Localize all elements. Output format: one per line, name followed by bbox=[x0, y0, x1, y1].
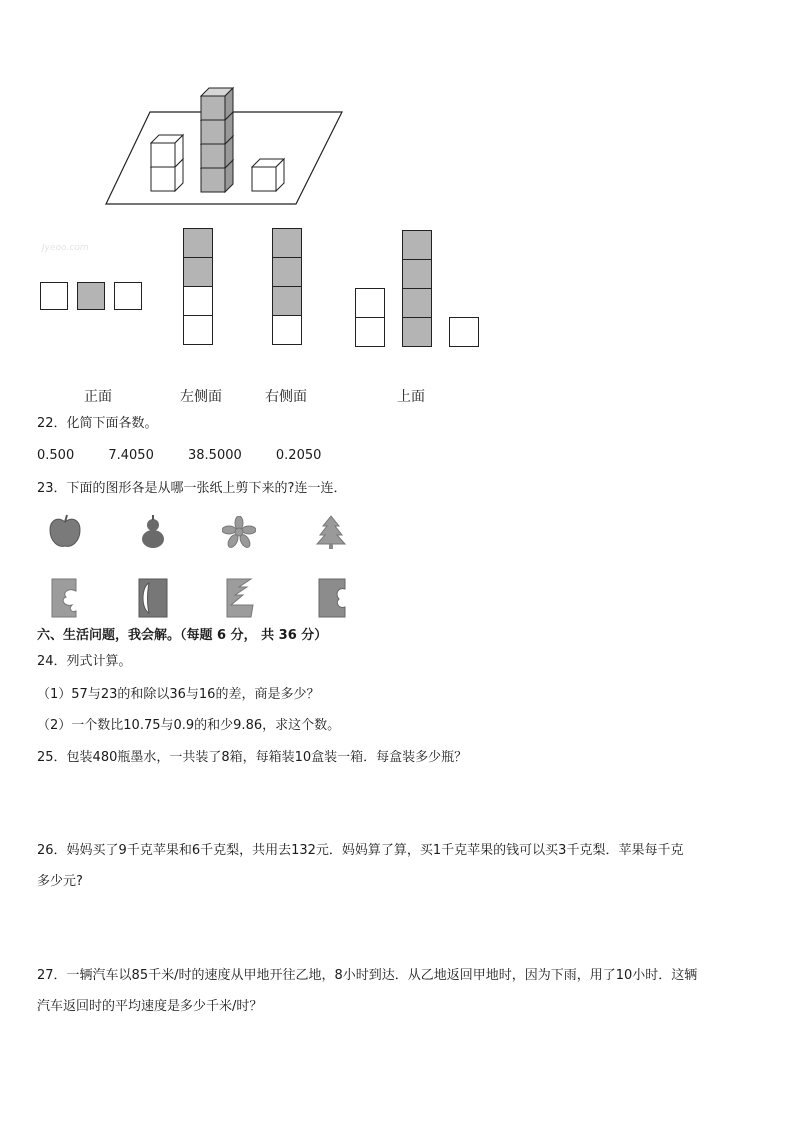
left-view-cell bbox=[183, 315, 213, 345]
left-view-label: 左侧面 bbox=[180, 389, 222, 405]
top-view-cell bbox=[402, 317, 432, 347]
front-view-cell bbox=[114, 282, 142, 310]
question-26-line-1: 26．妈妈买了9千克苹果和6千克梨，共用去132元．妈妈算了算，买1千克苹果的钱可以买3千克梨．苹果每千克 bbox=[37, 843, 684, 858]
front-view-cell bbox=[40, 282, 68, 310]
cube-stack-right bbox=[252, 159, 284, 191]
right-view-label: 右侧面 bbox=[265, 389, 307, 405]
right-view-cell bbox=[272, 257, 302, 287]
decimal-number: 38.5000 bbox=[188, 448, 242, 463]
question-27-line-1: 27．一辆汽车以85千米/时的速度从甲地开往乙地，8小时到达．从乙地返回甲地时，因为下雨，用了10小时．这辆 bbox=[37, 968, 698, 983]
question-24-part-1: （1）57与23的和除以36与16的差，商是多少？ bbox=[37, 687, 320, 702]
cube-arrangement-figure bbox=[100, 80, 350, 210]
left-view-cell bbox=[183, 257, 213, 287]
right-view-cell bbox=[272, 228, 302, 258]
question-22-title: 22．化简下面各数。 bbox=[37, 416, 158, 431]
question-27-line-2: 汽车返回时的平均速度是多少千米/时？ bbox=[37, 999, 263, 1014]
question-22-numbers bbox=[37, 447, 351, 465]
front-view-label: 正面 bbox=[84, 389, 112, 405]
cut-paper-2 bbox=[137, 577, 169, 619]
cube-stack-middle bbox=[201, 88, 233, 192]
top-view-cell bbox=[402, 259, 432, 289]
top-view-cell bbox=[449, 317, 479, 347]
gourd-icon bbox=[138, 514, 168, 550]
cut-paper-1 bbox=[50, 577, 82, 619]
top-view-cell bbox=[355, 317, 385, 347]
top-view-cell bbox=[402, 230, 432, 260]
top-view-cell bbox=[355, 288, 385, 318]
right-view-cell bbox=[272, 315, 302, 345]
flower-icon bbox=[222, 516, 256, 548]
cube-stack-left bbox=[151, 135, 183, 191]
question-23-title: 23．下面的图形各是从哪一张纸上剪下来的?连一连． bbox=[37, 481, 347, 496]
left-view-cell bbox=[183, 286, 213, 316]
apple-icon bbox=[48, 514, 82, 550]
front-view-cell bbox=[77, 282, 105, 310]
question-25-text: 25．包装480瓶墨水，一共装了8箱，每箱装10盒装一箱．每盒装多少瓶？ bbox=[37, 750, 468, 765]
top-view-cell bbox=[402, 288, 432, 318]
decimal-number: 0.2050 bbox=[275, 448, 322, 463]
question-24-title: 24．列式计算。 bbox=[37, 654, 132, 669]
left-view-cell bbox=[183, 228, 213, 258]
decimal-number: 0.500 bbox=[37, 448, 75, 463]
right-view-cell bbox=[272, 286, 302, 316]
section-6-heading: 六、生活问题，我会解。（每题 6 分， 共 36 分） bbox=[37, 628, 328, 643]
cut-paper-3 bbox=[225, 577, 257, 619]
top-view-label: 上面 bbox=[397, 389, 425, 405]
watermark-text: Jyeoo.com bbox=[42, 243, 89, 253]
cut-paper-4 bbox=[317, 577, 349, 619]
question-26-line-2: 多少元? bbox=[37, 874, 83, 889]
question-24-part-2: （2）一个数比10.75与0.9的和少9.86，求这个数。 bbox=[37, 718, 341, 733]
decimal-number: 7.4050 bbox=[108, 448, 154, 463]
tree-icon bbox=[314, 514, 348, 550]
